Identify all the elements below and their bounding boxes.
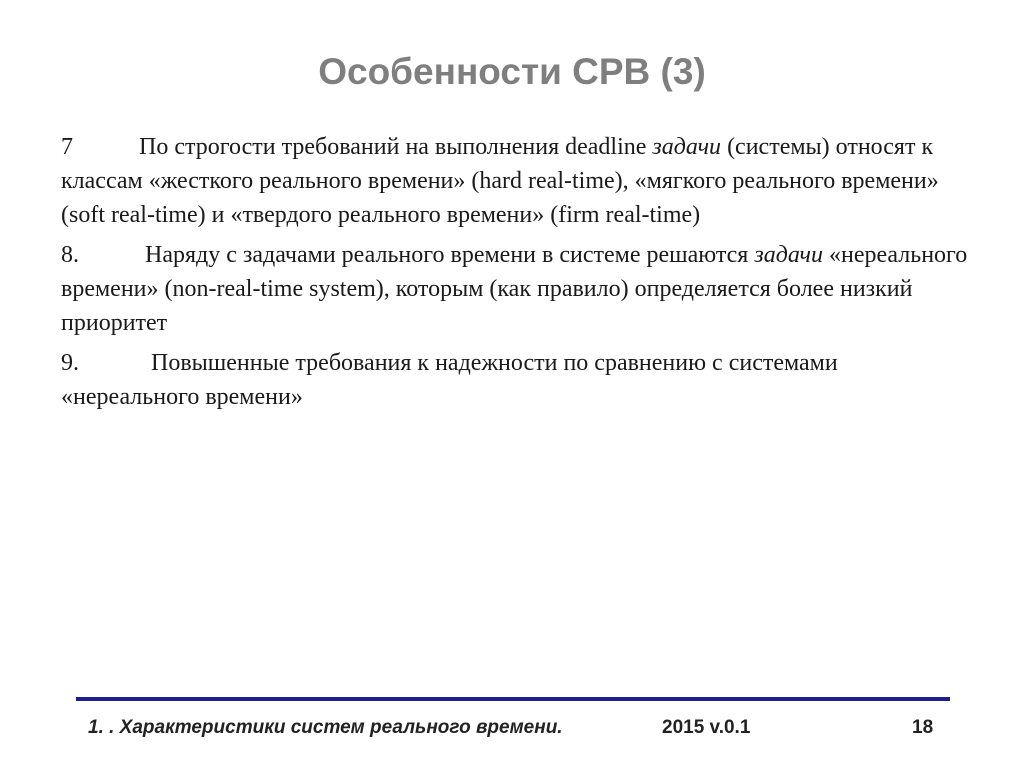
item-italic-text: задачи (754, 242, 823, 268)
list-item-7 (61, 130, 976, 232)
item-text: Наряду с задачами реального времени в системе решаются (145, 242, 755, 268)
footer-section-title: 1. . Характеристики систем реального времени. (88, 717, 563, 738)
item-number: 8. (61, 242, 79, 268)
footer-version: 2015 v.0.1 (662, 717, 751, 738)
item-text-continued: (системы) относят к классам «жесткого реального времени» (hard real-time), «мягкого реального времени» (soft real-time) и «твердого реального времени» (firm real-time) (61, 134, 939, 228)
item-text: Повышенные требования к надежности по сравнению с системами «нереального времени» (61, 350, 838, 410)
list-item-8 (61, 238, 976, 340)
item-number: 9. (61, 350, 79, 376)
slide-title: Особенности СРВ (3) (318, 51, 706, 92)
list-item-9 (61, 346, 976, 414)
item-number: 7 (61, 134, 73, 160)
footer-divider (76, 697, 950, 701)
item-text-continued: «нереального времени» (non-real-time system), которым (как правило) определяется более низкий приоритет (61, 242, 968, 336)
footer-page-number: 18 (912, 717, 934, 738)
slide-body (61, 130, 976, 420)
item-text: По строгости требований на выполнения deadline (139, 134, 653, 160)
item-italic-text: задачи (652, 134, 722, 160)
